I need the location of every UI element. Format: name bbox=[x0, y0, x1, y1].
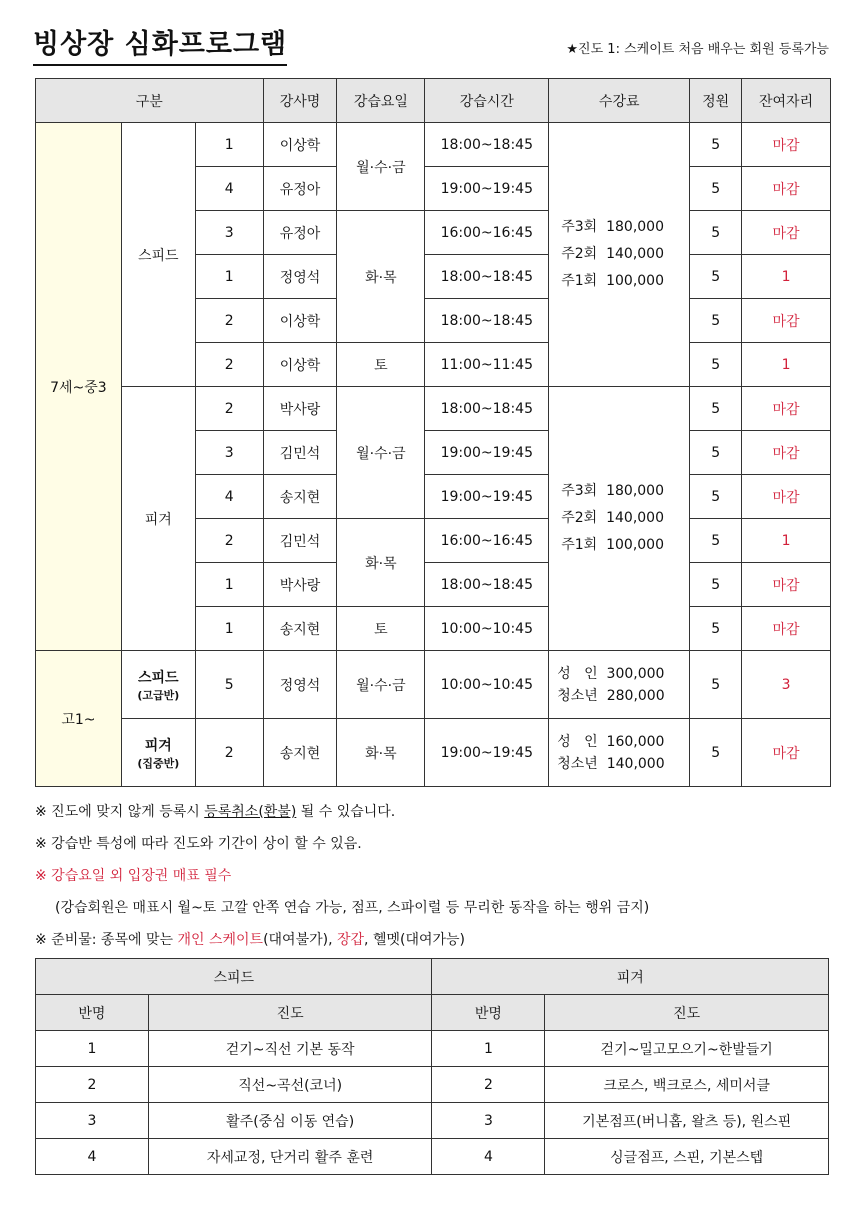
figure-progress: 걷기~밀고모으기~한발들기 bbox=[545, 1031, 829, 1067]
time-cell: 19:00~19:45 bbox=[425, 719, 549, 787]
table-row bbox=[36, 1103, 829, 1139]
day-cell: 화·목 bbox=[337, 211, 425, 343]
figure-level: 3 bbox=[432, 1103, 545, 1139]
remaining-cell: 마감 bbox=[742, 719, 831, 787]
category-speed: 스피드 bbox=[121, 123, 195, 387]
time-cell: 19:00~19:45 bbox=[425, 167, 549, 211]
category-sublabel: (집중반) bbox=[137, 756, 180, 770]
header-day: 강습요일 bbox=[337, 79, 425, 123]
header-time: 강습시간 bbox=[425, 79, 549, 123]
note-equipment bbox=[35, 928, 835, 960]
category-label: 스피드 bbox=[138, 669, 179, 686]
remaining-cell: 1 bbox=[742, 343, 831, 387]
level-cell: 3 bbox=[195, 211, 263, 255]
instructor-cell: 김민석 bbox=[263, 431, 337, 475]
category-sublabel: (고급반) bbox=[137, 688, 180, 702]
note-text: ※ 준비물: 종목에 맞는 bbox=[35, 932, 178, 948]
registration-note: ★진도 1: 스케이트 처음 배우는 회원 등록가능 bbox=[566, 42, 829, 57]
time-cell: 11:00~11:45 bbox=[425, 343, 549, 387]
header-capacity: 정원 bbox=[690, 79, 742, 123]
header-category: 구분 bbox=[36, 79, 264, 123]
table-row bbox=[36, 1139, 829, 1175]
remaining-cell: 마감 bbox=[742, 475, 831, 519]
day-cell: 화·목 bbox=[337, 719, 425, 787]
header-fee: 수강료 bbox=[549, 79, 690, 123]
instructor-cell: 송지현 bbox=[263, 607, 337, 651]
progress-table bbox=[35, 958, 829, 1175]
instructor-cell: 정영석 bbox=[263, 651, 337, 719]
remaining-cell: 마감 bbox=[742, 299, 831, 343]
day-cell: 월·수·금 bbox=[337, 387, 425, 519]
level-cell: 1 bbox=[195, 123, 263, 167]
level-cell: 5 bbox=[195, 651, 263, 719]
table-header-row bbox=[36, 959, 829, 995]
remaining-cell: 3 bbox=[742, 651, 831, 719]
figure-progress: 싱글점프, 스핀, 기본스텝 bbox=[545, 1139, 829, 1175]
level-cell: 2 bbox=[195, 299, 263, 343]
note-text: (대여불가), bbox=[263, 932, 337, 948]
level-cell: 1 bbox=[195, 255, 263, 299]
header-speed: 스피드 bbox=[36, 959, 432, 995]
capacity-cell: 5 bbox=[690, 607, 742, 651]
capacity-cell: 5 bbox=[690, 255, 742, 299]
instructor-cell: 이상학 bbox=[263, 299, 337, 343]
instructor-cell: 박사랑 bbox=[263, 387, 337, 431]
remaining-cell: 마감 bbox=[742, 431, 831, 475]
speed-progress: 걷기~직선 기본 동작 bbox=[148, 1031, 432, 1067]
capacity-cell: 5 bbox=[690, 519, 742, 563]
remaining-cell: 마감 bbox=[742, 607, 831, 651]
figure-progress: 기본점프(버니홉, 왈츠 등), 원스핀 bbox=[545, 1103, 829, 1139]
remaining-cell: 마감 bbox=[742, 211, 831, 255]
category-figure: 피겨 bbox=[121, 387, 195, 651]
capacity-cell: 5 bbox=[690, 387, 742, 431]
instructor-cell: 송지현 bbox=[263, 475, 337, 519]
capacity-cell: 5 bbox=[690, 431, 742, 475]
table-row bbox=[36, 1031, 829, 1067]
level-cell: 2 bbox=[195, 343, 263, 387]
page-title: 빙상장 심화프로그램 bbox=[33, 22, 287, 66]
speed-progress: 직선~곡선(코너) bbox=[148, 1067, 432, 1103]
table-row bbox=[36, 387, 831, 431]
header-class: 반명 bbox=[432, 995, 545, 1031]
day-cell: 월·수·금 bbox=[337, 123, 425, 211]
day-cell: 토 bbox=[337, 607, 425, 651]
header-class: 반명 bbox=[36, 995, 149, 1031]
level-cell: 4 bbox=[195, 475, 263, 519]
capacity-cell: 5 bbox=[690, 651, 742, 719]
time-cell: 18:00~18:45 bbox=[425, 255, 549, 299]
header-figure: 피겨 bbox=[432, 959, 829, 995]
header-progress: 진도 bbox=[148, 995, 432, 1031]
speed-level: 4 bbox=[36, 1139, 149, 1175]
time-cell: 19:00~19:45 bbox=[425, 475, 549, 519]
instructor-cell: 정영석 bbox=[263, 255, 337, 299]
figure-level: 4 bbox=[432, 1139, 545, 1175]
note-schedule: ※ 강습반 특성에 따라 진도와 기간이 상이 할 수 있음. bbox=[35, 836, 362, 852]
header-progress: 진도 bbox=[545, 995, 829, 1031]
instructor-cell: 김민석 bbox=[263, 519, 337, 563]
figure-level: 2 bbox=[432, 1067, 545, 1103]
category-label: 피겨 bbox=[144, 737, 172, 754]
figure-progress: 크로스, 백크로스, 세미서클 bbox=[545, 1067, 829, 1103]
note-refund bbox=[35, 800, 835, 832]
capacity-cell: 5 bbox=[690, 563, 742, 607]
speed-level: 3 bbox=[36, 1103, 149, 1139]
category-figure-intensive bbox=[121, 719, 195, 787]
note-practice: (강습회원은 매표시 월~토 고깔 안쪽 연습 가능, 점프, 스파이럴 등 무리한 동작을 하는 행위 금지) bbox=[55, 900, 650, 916]
time-cell: 18:00~18:45 bbox=[425, 123, 549, 167]
table-row bbox=[36, 651, 831, 719]
capacity-cell: 5 bbox=[690, 167, 742, 211]
level-cell: 2 bbox=[195, 719, 263, 787]
fee-cell: 성 인 300,000 청소년 280,000 bbox=[549, 651, 690, 719]
time-cell: 18:00~18:45 bbox=[425, 563, 549, 607]
capacity-cell: 5 bbox=[690, 475, 742, 519]
capacity-cell: 5 bbox=[690, 343, 742, 387]
age-group-highschool: 고1~ bbox=[36, 651, 122, 787]
time-cell: 16:00~16:45 bbox=[425, 211, 549, 255]
note-text: 될 수 있습니다. bbox=[296, 804, 396, 820]
figure-level: 1 bbox=[432, 1031, 545, 1067]
level-cell: 2 bbox=[195, 387, 263, 431]
day-cell: 월·수·금 bbox=[337, 651, 425, 719]
day-cell: 토 bbox=[337, 343, 425, 387]
capacity-cell: 5 bbox=[690, 299, 742, 343]
age-group-kids: 7세~중3 bbox=[36, 123, 122, 651]
table-row bbox=[36, 1067, 829, 1103]
level-cell: 1 bbox=[195, 607, 263, 651]
time-cell: 18:00~18:45 bbox=[425, 387, 549, 431]
instructor-cell: 이상학 bbox=[263, 343, 337, 387]
category-speed-advanced bbox=[121, 651, 195, 719]
fee-cell: 주3회 180,000 주2회 140,000 주1회 100,000 bbox=[549, 387, 690, 651]
instructor-cell: 유정아 bbox=[263, 211, 337, 255]
remaining-cell: 마감 bbox=[742, 167, 831, 211]
instructor-cell: 이상학 bbox=[263, 123, 337, 167]
level-cell: 1 bbox=[195, 563, 263, 607]
level-cell: 2 bbox=[195, 519, 263, 563]
speed-level: 2 bbox=[36, 1067, 149, 1103]
header-remaining: 잔여자리 bbox=[742, 79, 831, 123]
capacity-cell: 5 bbox=[690, 719, 742, 787]
table-header-row bbox=[36, 79, 831, 123]
time-cell: 19:00~19:45 bbox=[425, 431, 549, 475]
note-ticket: ※ 강습요일 외 입장권 매표 필수 bbox=[35, 868, 232, 884]
speed-level: 1 bbox=[36, 1031, 149, 1067]
note-text: , 헬멧(대여가능) bbox=[364, 932, 466, 948]
schedule-table bbox=[35, 78, 831, 787]
fee-cell: 성 인 160,000 청소년 140,000 bbox=[549, 719, 690, 787]
note-underlined: 등록취소(환불) bbox=[204, 804, 297, 820]
speed-progress: 자세교정, 단거리 활주 훈련 bbox=[148, 1139, 432, 1175]
notes-section bbox=[35, 800, 835, 960]
note-highlight: 개인 스케이트 bbox=[177, 932, 264, 948]
speed-progress: 활주(중심 이동 연습) bbox=[148, 1103, 432, 1139]
remaining-cell: 1 bbox=[742, 519, 831, 563]
note-highlight: 장갑 bbox=[336, 932, 365, 948]
time-cell: 16:00~16:45 bbox=[425, 519, 549, 563]
day-cell: 화·목 bbox=[337, 519, 425, 607]
table-row bbox=[36, 719, 831, 787]
remaining-cell: 마감 bbox=[742, 123, 831, 167]
instructor-cell: 유정아 bbox=[263, 167, 337, 211]
instructor-cell: 송지현 bbox=[263, 719, 337, 787]
table-header-row bbox=[36, 995, 829, 1031]
header-instructor: 강사명 bbox=[263, 79, 337, 123]
fee-cell: 주3회 180,000 주2회 140,000 주1회 100,000 bbox=[549, 123, 690, 387]
level-cell: 4 bbox=[195, 167, 263, 211]
level-cell: 3 bbox=[195, 431, 263, 475]
time-cell: 10:00~10:45 bbox=[425, 651, 549, 719]
table-row bbox=[36, 123, 831, 167]
time-cell: 10:00~10:45 bbox=[425, 607, 549, 651]
time-cell: 18:00~18:45 bbox=[425, 299, 549, 343]
capacity-cell: 5 bbox=[690, 211, 742, 255]
note-text: ※ 진도에 맞지 않게 등록시 bbox=[35, 804, 205, 820]
instructor-cell: 박사랑 bbox=[263, 563, 337, 607]
remaining-cell: 마감 bbox=[742, 387, 831, 431]
remaining-cell: 1 bbox=[742, 255, 831, 299]
remaining-cell: 마감 bbox=[742, 563, 831, 607]
capacity-cell: 5 bbox=[690, 123, 742, 167]
